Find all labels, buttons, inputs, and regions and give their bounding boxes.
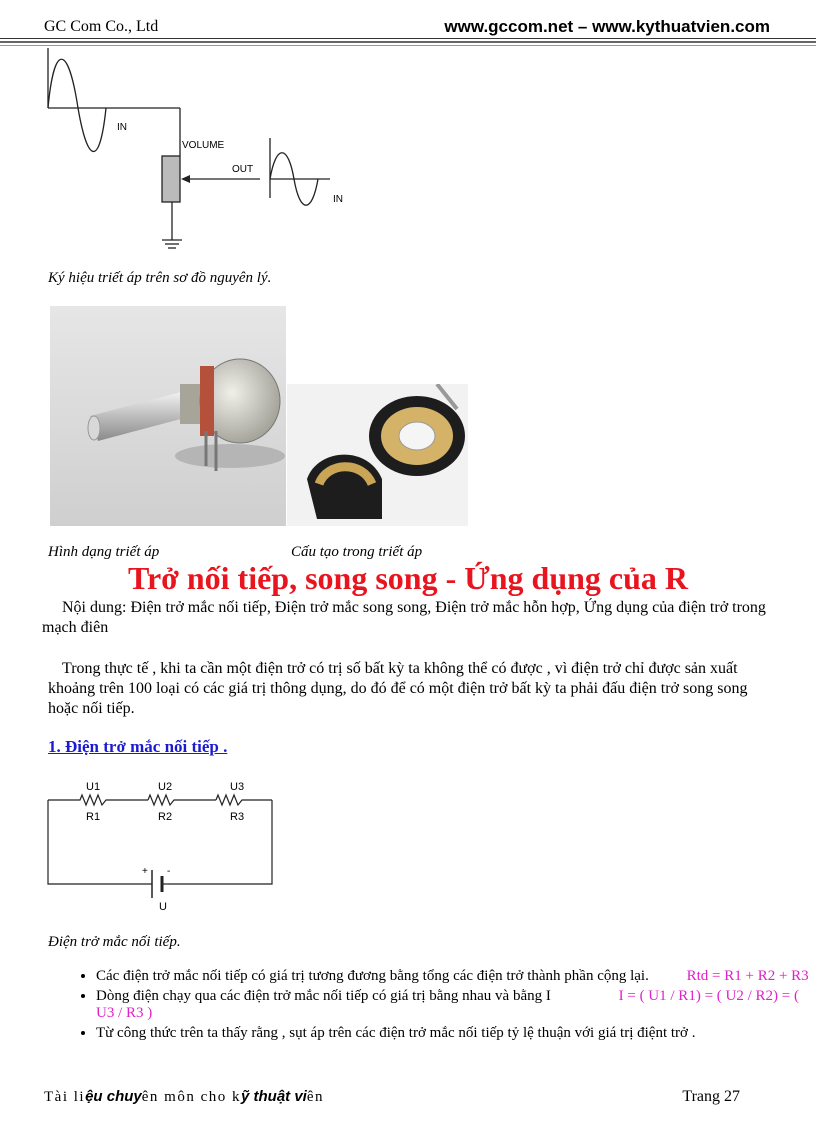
- potentiometer-schematic: [40, 48, 360, 258]
- footer-part: ệu chuy: [85, 1088, 142, 1105]
- series-caption: Điện trở mắc nối tiếp.: [48, 934, 181, 950]
- company-name: GC Com Co., Ltd: [44, 18, 159, 35]
- label-u2: U2: [158, 781, 173, 793]
- footer-text: [44, 1088, 324, 1106]
- label-u1: U1: [86, 781, 101, 793]
- list-item: [96, 968, 816, 985]
- input-sine-wave: [48, 59, 106, 151]
- footer-part: Tài li: [44, 1089, 86, 1105]
- center-hole: [399, 422, 435, 450]
- label-u: U: [159, 901, 167, 913]
- series-circuit-diagram: [40, 776, 280, 916]
- footer-part: ên môn cho k: [141, 1089, 241, 1105]
- right-wire: [168, 800, 272, 884]
- page-number: Trang 27: [682, 1088, 740, 1105]
- terminal-board: [200, 366, 214, 436]
- figure1-caption: Ký hiệu triết áp trên sơ đồ nguyên lý.: [48, 270, 272, 286]
- potentiometer-photo: [50, 306, 286, 526]
- potentiometer-internal-photo: [287, 384, 468, 526]
- label-u3: U3: [230, 781, 245, 793]
- body-paragraph: Trong thực tế , khi ta cần một điện trở có trị số bất kỳ ta không thể có được , vì điện trở chỉ được sản xuất khoảng trên 100 loại có các giá trị thông dụng, do đó để có một điện trở bất kỳ ta phải đấu điện trở song song hoặc nối tiếp.: [48, 660, 748, 717]
- threaded-bushing: [180, 384, 202, 424]
- resistor-r3: [216, 795, 272, 805]
- bullet-text: Từ công thức trên ta thấy rằng , sụt áp trên các điện trở mắc nối tiếp tỷ lệ thuận với giá trị điệnt trở .: [96, 1025, 696, 1041]
- photo-caption-right: Cấu tạo trong triết áp: [291, 544, 423, 560]
- photo-caption-left: Hình dạng triết áp: [48, 544, 160, 560]
- header-rule: [0, 38, 816, 39]
- label-out: OUT: [232, 164, 254, 175]
- battery-minus: -: [167, 866, 171, 877]
- series-properties-list: [48, 968, 816, 1045]
- shaft-tip: [88, 416, 100, 440]
- shadow: [175, 444, 285, 468]
- bullet-text: Dòng điện chạy qua các điện trở mắc nối tiếp có giá trị bằng nhau và bằng I: [96, 988, 551, 1004]
- wiper-arrowhead: [181, 175, 190, 183]
- label-r1: R1: [86, 811, 101, 823]
- label-volume: VOLUME: [182, 140, 225, 151]
- header-rule-thin: [0, 45, 816, 46]
- resistor-r1: [48, 795, 148, 805]
- footer-part: ên: [306, 1089, 325, 1105]
- battery-plus: +: [142, 866, 148, 877]
- footer-part: ỹ thuật vi: [241, 1088, 307, 1105]
- formula-current-a: I = ( U1 / R1): [618, 988, 701, 1004]
- formula-rtd-b: = R1 + R2 + R3: [712, 968, 809, 984]
- list-item: [96, 988, 816, 1022]
- label-in-top: IN: [117, 122, 127, 133]
- bullet-text: Các điện trở mắc nối tiếp có giá trị tương đương bằng tổng các điện trở thành phần cộng lại.: [96, 968, 649, 984]
- label-r2: R2: [158, 811, 173, 823]
- potentiometer-symbol: [162, 156, 180, 202]
- intro-paragraph: Nội dung: Điện trở mắc nối tiếp, Điện trở mắc song song, Điện trở mắc hỗn hợp, Ứng dụng của điện trở trong mạch điên: [42, 599, 766, 636]
- label-r3: R3: [230, 811, 245, 823]
- formula-current-b: = ( U2 / R2) = ( U3 / R3 ): [96, 988, 799, 1021]
- header-rule-thick: [0, 41, 816, 43]
- label-in-right: IN: [333, 194, 343, 205]
- section-heading-series[interactable]: 1. Điện trở mắc nối tiếp .: [48, 737, 228, 756]
- list-item: [96, 1025, 816, 1042]
- resistor-r2: [148, 795, 216, 805]
- formula-rtd-a: Rtd: [686, 968, 709, 984]
- page-title: Trở nối tiếp, song song - Ứng dụng của R: [127, 560, 689, 596]
- website-links: www.gccom.net – www.kythuatvien.com: [444, 17, 770, 36]
